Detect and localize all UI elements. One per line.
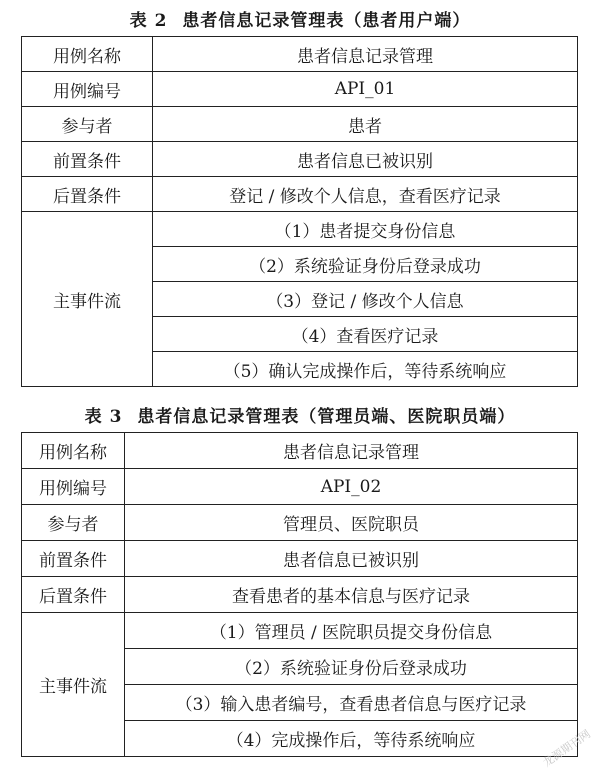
row-value: 登记 / 修改个人信息，查看医疗记录 — [153, 177, 578, 212]
flow-step: （4）完成操作后，等待系统响应 — [125, 721, 578, 757]
row-key: 后置条件 — [22, 177, 153, 212]
flow-step: （5）确认完成操作后，等待系统响应 — [153, 352, 578, 387]
row-key: 后置条件 — [22, 577, 125, 613]
row-value: API_01 — [153, 72, 578, 107]
table-row — [22, 577, 578, 613]
table2-caption — [0, 6, 600, 31]
row-value: 患者信息记录管理 — [125, 433, 578, 469]
table-row — [22, 505, 578, 541]
table2 — [21, 36, 578, 387]
table-row — [22, 107, 578, 142]
row-value: 查看患者的基本信息与医疗记录 — [125, 577, 578, 613]
row-key: 参与者 — [22, 107, 153, 142]
watermark: 龙源期刊网 — [540, 727, 594, 770]
row-value: 患者信息记录管理 — [153, 37, 578, 72]
table-row — [22, 469, 578, 505]
row-value: 患者信息已被识别 — [153, 142, 578, 177]
table2-caption-label: 表 2 — [129, 11, 168, 31]
flow-step: （3）输入患者编号，查看患者信息与医疗记录 — [125, 685, 578, 721]
table3-caption — [0, 402, 600, 427]
flow-row — [22, 212, 578, 247]
table3 — [21, 432, 578, 757]
table-row — [22, 37, 578, 72]
flow-key: 主事件流 — [22, 613, 125, 757]
flow-step: （2）系统验证身份后登录成功 — [125, 649, 578, 685]
row-key: 用例编号 — [22, 469, 125, 505]
flow-row — [22, 613, 578, 649]
flow-step: （2）系统验证身份后登录成功 — [153, 247, 578, 282]
row-key: 用例名称 — [22, 433, 125, 469]
row-key: 前置条件 — [22, 142, 153, 177]
table-row — [22, 177, 578, 212]
row-value: 患者信息已被识别 — [125, 541, 578, 577]
row-key: 参与者 — [22, 505, 125, 541]
row-value: 管理员、医院职员 — [125, 505, 578, 541]
table-row — [22, 72, 578, 107]
row-value: 患者 — [153, 107, 578, 142]
flow-step: （1）患者提交身份信息 — [153, 212, 578, 247]
flow-step: （1）管理员 / 医院职员提交身份信息 — [125, 613, 578, 649]
table3-caption-title: 患者信息记录管理表（管理员端、医院职员端） — [137, 407, 516, 427]
row-value: API_02 — [125, 469, 578, 505]
row-key: 用例名称 — [22, 37, 153, 72]
table-row — [22, 142, 578, 177]
flow-key: 主事件流 — [22, 212, 153, 387]
table-row — [22, 433, 578, 469]
table2-caption-title: 患者信息记录管理表（患者用户端） — [182, 11, 471, 31]
flow-step: （4）查看医疗记录 — [153, 317, 578, 352]
row-key: 前置条件 — [22, 541, 125, 577]
row-key: 用例编号 — [22, 72, 153, 107]
table-row — [22, 541, 578, 577]
table3-caption-label: 表 3 — [84, 407, 123, 427]
flow-step: （3）登记 / 修改个人信息 — [153, 282, 578, 317]
